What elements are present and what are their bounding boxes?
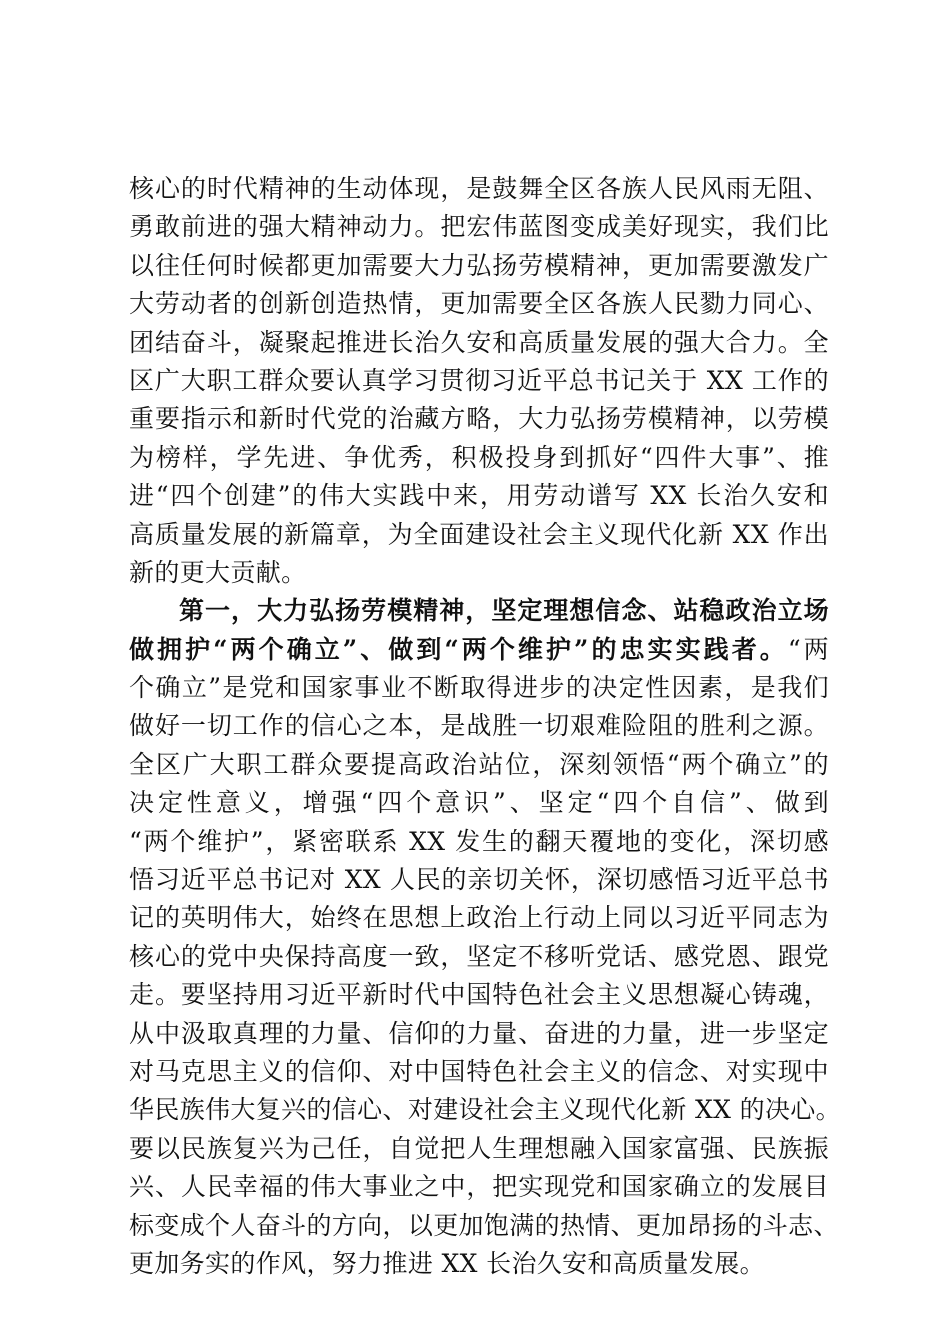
text-line: 更加务实的作风，努力推进 XX 长治久安和高质量发展。 [129,1248,765,1278]
text-line: 勇敢前进的强大精神动力。把宏伟蓝图变成美好现实，我们比 [129,212,829,242]
text-fragment: “两 [787,634,829,664]
text-line: 悟习近平总书记对 XX 人民的亲切关怀，深切感悟习近平总书 [129,865,829,895]
text-line: 对马克思主义的信仰、对中国特色社会主义的信念、对实现中 [129,1056,829,1086]
text-line: 核心的时代精神的生动体现，是鼓舞全区各族人民风雨无阻、 [129,174,829,203]
text-line: 重要指示和新时代党的治藏方略，大力弘扬劳模精神，以劳模 [129,404,829,434]
text-line: 个确立”是党和国家事业不断取得进步的决定性因素，是我们 [129,673,829,703]
text-line: 决定性意义，增强“四个意识”、坚定“四个自信”、做到 [129,788,829,818]
text-line: 兴、人民幸福的伟大事业之中，把实现党和国家确立的发展目 [129,1172,829,1202]
section-heading: 第一，大力弘扬劳模精神，坚定理想信念、站稳政治立场 [179,596,829,626]
text-line: 走。要坚持用习近平新时代中国特色社会主义思想凝心铸魂， [129,980,829,1010]
text-line: 以往任何时候都更加需要大力弘扬劳模精神，更加需要激发广 [129,250,829,280]
text-line: 新的更大贡献。 [129,557,307,587]
text-line: 区广大职工群众要认真学习贯彻习近平总书记关于 XX 工作的 [129,365,829,395]
text-line: 标变成个人奋斗的方向，以更加饱满的热情、更加昂扬的斗志、 [129,1210,839,1240]
text-line: 华民族伟大复兴的信心、对建设社会主义现代化新 XX 的决心。 [129,1095,841,1125]
text-line: “两个维护”，紧密联系 XX 发生的翻天覆地的变化，深切感 [129,826,829,856]
text-line: 大劳动者的创新创造热情，更加需要全区各族人民勠力同心、 [129,289,829,319]
document-body [129,170,841,1283]
text-line: 高质量发展的新篇章，为全面建设社会主义现代化新 XX 作出 [129,519,829,549]
text-line: 核心的党中央保持高度一致，坚定不移听党话、感党恩、跟党 [129,941,829,971]
text-line: 为榜样，学先进、争优秀，积极投身到抓好“四件大事”、推 [129,442,829,472]
text-line: 团结奋斗，凝聚起推进长治久安和高质量发展的强大合力。全 [129,327,829,357]
text-line: 做好一切工作的信心之本，是战胜一切艰难险阻的胜利之源。 [129,711,829,741]
section-heading-bold-part: 做拥护“两个确立”、做到“两个维护”的忠实实践者。 [129,634,788,664]
text-line: 记的英明伟大，始终在思想上政治上行动上同以习近平同志为 [129,903,829,933]
text-line: 要以民族复兴为己任，自觉把人生理想融入国家富强、民族振 [129,1133,829,1163]
text-line: 从中汲取真理的力量、信仰的力量、奋进的力量，进一步坚定 [129,1018,829,1048]
section-heading-continuation [129,631,829,669]
text-line: 进“四个创建”的伟大实践中来，用劳动谱写 XX 长治久安和 [129,481,829,511]
text-line: 全区广大职工群众要提高政治站位，深刻领悟“两个确立”的 [129,749,829,779]
